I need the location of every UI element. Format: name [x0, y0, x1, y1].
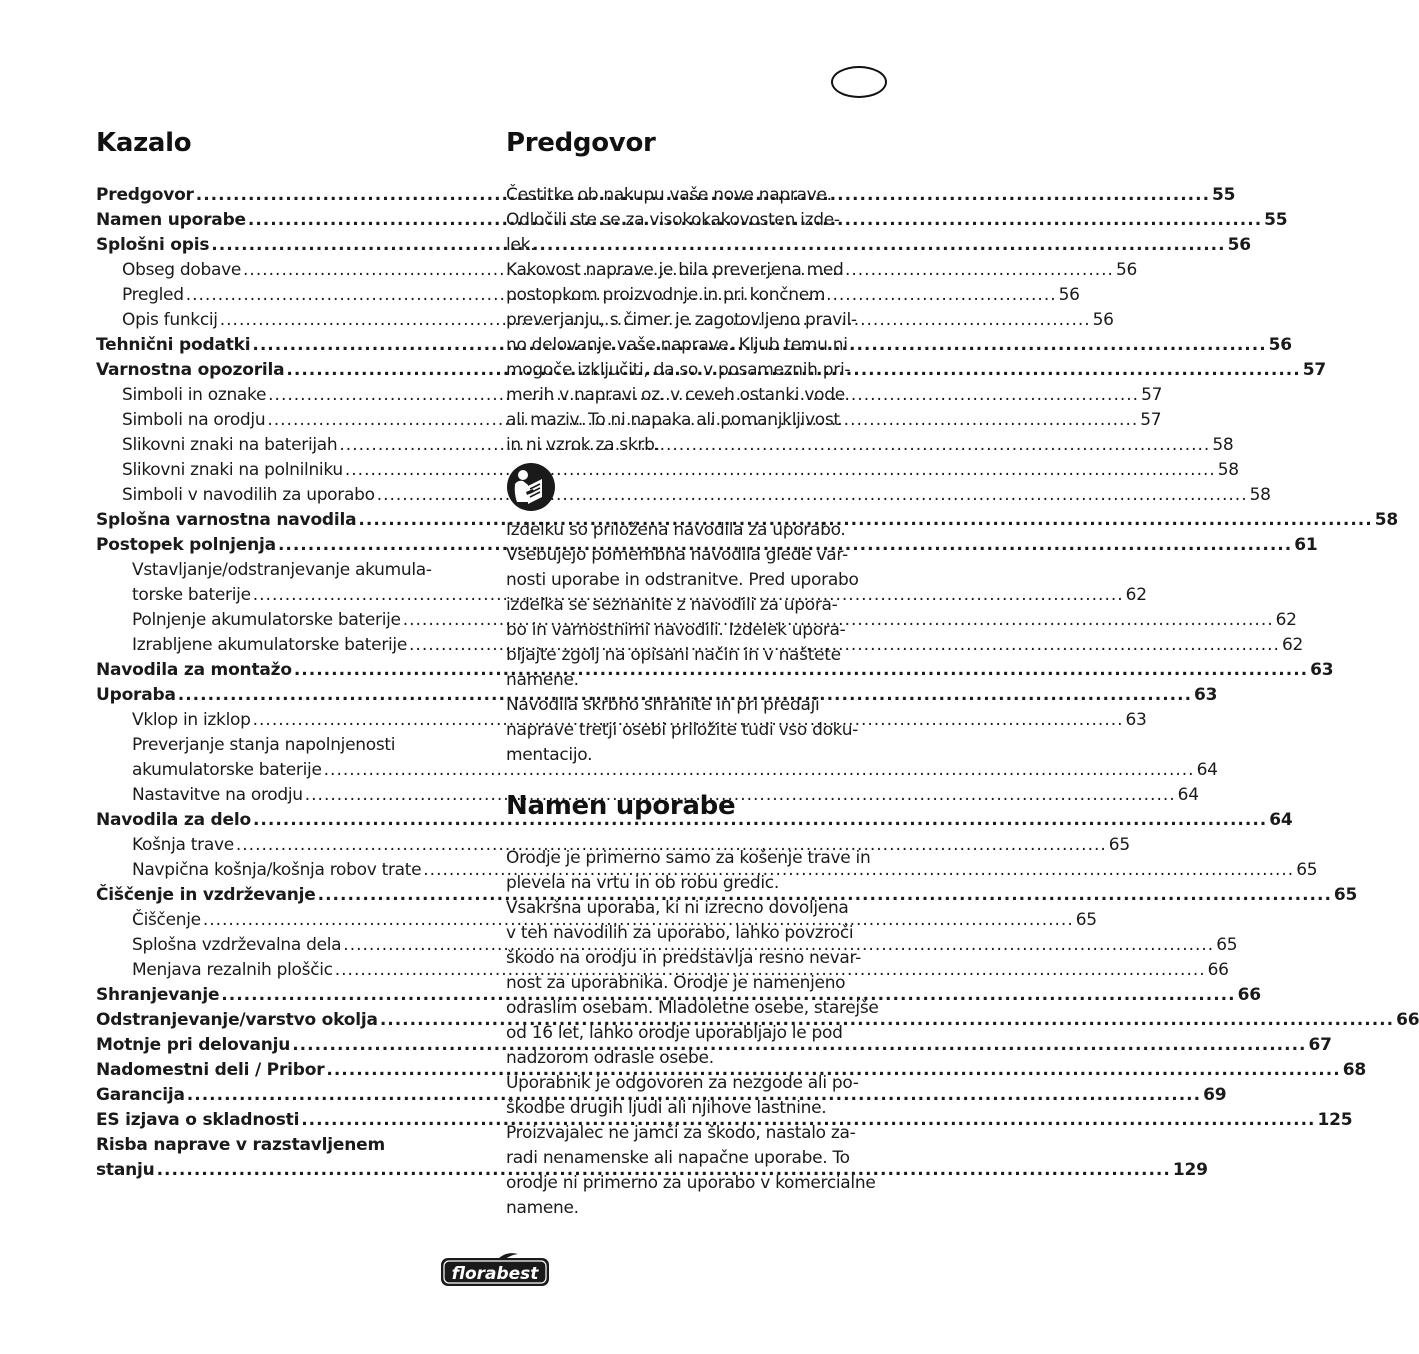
toc-entry-title: Slikovni znaki na baterijah — [122, 435, 338, 455]
toc-entry-title: torske baterije — [132, 585, 251, 605]
text-line: Vsebujejo pomembna navodila glede var- — [506, 545, 848, 565]
toc-entry-page: 69 — [1203, 1085, 1227, 1105]
toc-entry-page: 56 — [1115, 260, 1137, 280]
toc-entry — [96, 1133, 476, 1158]
toc-entry-title: Menjava rezalnih ploščic — [132, 960, 333, 980]
toc-entry-title: Splošna varnostna navodila — [96, 510, 357, 530]
toc-entry-page: 65 — [1333, 885, 1358, 905]
text-line: nost za uporabnika. Orodje je namenjeno — [506, 973, 846, 993]
toc-entry — [96, 483, 1271, 508]
toc-entry-title: Slikovni znaki na polnilniku — [122, 460, 343, 480]
text-line: Navodila skrbno shranite in pri predaji — [506, 695, 820, 715]
toc-entry-title: Garancija — [96, 1085, 185, 1105]
toc-entry-page: 65 — [1075, 910, 1097, 930]
toc-entry-page: 63 — [1310, 660, 1334, 680]
text-line: postopkom proizvodnje in pri končnem — [506, 285, 826, 305]
text-line: izdelka se seznanite z navodili za upora- — [506, 595, 838, 615]
text-line: Kakovost naprave je bila preverjena med — [506, 260, 844, 280]
text-line: Vsakršna uporaba, ki ni izrecno dovoljena — [506, 898, 849, 918]
text-line: no delovanje vaše naprave. Kljub temu ni — [506, 335, 848, 355]
toc-entry-title: ES izjava o skladnosti — [96, 1110, 300, 1130]
text-line: bljajte zgolj na opisani način in v naštete — [506, 645, 841, 665]
text-line: škodbe drugih ljudi ali njihove lastnine. — [506, 1098, 827, 1118]
toc-entry-title: Simboli in oznake — [122, 385, 267, 405]
toc-entry — [96, 458, 1239, 483]
text-line: Izdelku so priložena navodila za uporabo. — [506, 520, 846, 540]
toc-entry-title: Preverjanje stanja napolnjenosti — [132, 735, 396, 755]
text-line: lek. — [506, 235, 536, 255]
toc-entry-title: Nastavitve na orodju — [132, 785, 303, 805]
toc-entry-title: Nadomestni deli / Pribor — [96, 1060, 325, 1080]
purpose-text — [506, 846, 892, 1221]
toc-entry-page: 62 — [1281, 635, 1303, 655]
toc-entry-page: 58 — [1212, 435, 1234, 455]
toc-entry-title: Košnja trave — [132, 835, 234, 855]
toc-entry-title: Varnostna opozorila — [96, 360, 285, 380]
language-marker-oval — [831, 66, 887, 98]
toc-heading: Kazalo — [96, 128, 192, 158]
toc-entry-page: 129 — [1172, 1160, 1208, 1180]
toc-entry-title: stanju — [96, 1160, 155, 1180]
toc-entry-page: 56 — [1268, 335, 1292, 355]
toc-entry-page: 58 — [1374, 510, 1398, 530]
toc-entry-page: 56 — [1227, 235, 1251, 255]
text-line: merih v napravi oz. v ceveh ostanki vode — [506, 385, 845, 405]
toc-entry-page: 62 — [1125, 585, 1147, 605]
text-line: orodje ni primerno za uporabo v komercialne — [506, 1173, 876, 1193]
text-line: mentacijo. — [506, 745, 593, 765]
purpose-heading: Namen uporabe — [506, 791, 736, 821]
preface-heading: Predgovor — [506, 128, 656, 158]
toc-entry-title: Izrabljene akumulatorske baterije — [132, 635, 408, 655]
content-column — [506, 125, 892, 1221]
text-line: naprave tretji osebi priložite tudi vso doku- — [506, 720, 859, 740]
toc-entry-title: Simboli na orodju — [122, 410, 266, 430]
text-line: Orodje je primerno samo za košenje trave in — [506, 848, 871, 868]
text-line: nosti uporabe in odstranitve. Pred uporabo — [506, 570, 859, 590]
toc-entry-page: 58 — [1217, 460, 1239, 480]
toc-entry-page: 57 — [1302, 360, 1326, 380]
read-manual-icon — [506, 462, 556, 512]
toc-entry-page: 68 — [1342, 1060, 1366, 1080]
toc-entry-title: Postopek polnjenja — [96, 535, 276, 555]
text-line: namene. — [506, 670, 579, 690]
toc-entry-page: 65 — [1216, 935, 1238, 955]
toc-entry-title: Namen uporabe — [96, 210, 246, 230]
preface-text — [506, 183, 892, 458]
text-line: namene. — [506, 1198, 579, 1218]
text-line: v teh navodilih za uporabo, lahko povzroči — [506, 923, 854, 943]
text-line: plevela na vrtu in ob robu gredic. — [506, 873, 779, 893]
toc-entry-title: Polnjenje akumulatorske baterije — [132, 610, 401, 630]
toc-entry-page: 61 — [1294, 535, 1318, 555]
toc-entry-title: Predgovor — [96, 185, 194, 205]
toc-entry-page: 57 — [1140, 410, 1162, 430]
toc-entry-title: Shranjevanje — [96, 985, 220, 1005]
toc-entry-title: Motnje pri delovanju — [96, 1035, 291, 1055]
toc-entry-page: 55 — [1212, 185, 1236, 205]
toc-entry-title: akumulatorske baterije — [132, 760, 322, 780]
toc-entry-title: Uporaba — [96, 685, 176, 705]
toc-entry-page: 64 — [1177, 785, 1199, 805]
toc-entry — [96, 758, 1218, 783]
toc-entry-title: Čiščenje in vzdrževanje — [96, 885, 316, 905]
toc-entry-title: Navodila za montažo — [96, 660, 292, 680]
toc-entry-page: 55 — [1264, 210, 1288, 230]
text-line: radi nenamenske ali napačne uporabe. To — [506, 1148, 850, 1168]
toc-entry-page: 58 — [1249, 485, 1271, 505]
toc-entry-title: Tehnični podatki — [96, 335, 251, 355]
text-line: ali maziv. To ni napaka ali pomanjkljivost — [506, 410, 840, 430]
text-line: odraslim osebam. Mladoletne osebe, starejše — [506, 998, 879, 1018]
toc-entry-page: 66 — [1207, 960, 1229, 980]
manual-notice-text — [506, 518, 892, 768]
toc-entry-page: 56 — [1058, 285, 1080, 305]
toc-entry-page: 56 — [1092, 310, 1114, 330]
text-line: mogoče izključiti, da so v posameznih pri- — [506, 360, 851, 380]
text-line: škodo na orodju in predstavlja resno nevar- — [506, 948, 861, 968]
toc-entry-title: Čiščenje — [132, 910, 201, 930]
text-line: Čestitke ob nakupu vaše nove naprave. — [506, 185, 832, 205]
toc-entry-title: Opis funkcij — [122, 310, 218, 330]
toc-entry — [96, 808, 1293, 833]
text-line: Uporabnik je odgovoren za nezgode ali po- — [506, 1073, 859, 1093]
toc-entry-title: Navodila za delo — [96, 810, 251, 830]
text-line: od 16 let, lahko orodje uporabljajo le pod — [506, 1023, 843, 1043]
toc-entry-page: 65 — [1296, 860, 1318, 880]
text-line: bo in varnostnimi navodili. Izdelek upora- — [506, 620, 846, 640]
toc-entry-page: 66 — [1237, 985, 1261, 1005]
text-line: in ni vzrok za skrb. — [506, 435, 660, 455]
toc-entry-title: Obseg dobave — [122, 260, 242, 280]
toc-entry-page: 66 — [1396, 1010, 1419, 1030]
toc-entry-page: 125 — [1317, 1110, 1353, 1130]
toc-entry-title: Splošna vzdrževalna dela — [132, 935, 342, 955]
logo-text: florabest — [451, 1264, 539, 1284]
toc-entry-page: 64 — [1196, 760, 1218, 780]
toc-entry-page: 65 — [1108, 835, 1130, 855]
toc-entry-page: 57 — [1141, 385, 1163, 405]
toc-entry-title: Pregled — [122, 285, 184, 305]
toc-entry — [96, 733, 476, 758]
toc-entry-page: 64 — [1269, 810, 1293, 830]
toc-entry — [96, 558, 476, 583]
text-line: preverjanju, s čimer je zagotovljeno pravil- — [506, 310, 857, 330]
toc-entry-title: Navpična košnja/košnja robov trate — [132, 860, 422, 880]
toc-entry-page: 67 — [1308, 1035, 1332, 1055]
text-line: nadzorom odrasle osebe. — [506, 1048, 714, 1068]
toc-entry-page: 63 — [1194, 685, 1218, 705]
florabest-logo — [438, 1250, 552, 1290]
toc-entry-title: Vklop in izklop — [132, 710, 251, 730]
toc-entry-title: Splošni opis — [96, 235, 210, 255]
text-line: Odločili ste se za visokokakovosten izde- — [506, 210, 840, 230]
toc-entry-title: Risba naprave v razstavljenem — [96, 1135, 386, 1155]
toc-entry-page: 63 — [1125, 710, 1147, 730]
toc-entry-page: 62 — [1275, 610, 1297, 630]
toc-entry-title: Simboli v navodilih za uporabo — [122, 485, 375, 505]
toc-entry-title: Vstavljanje/odstranjevanje akumula- — [132, 560, 432, 580]
toc-entry-title: Odstranjevanje/varstvo okolja — [96, 1010, 378, 1030]
text-line: Proizvajalec ne jamči za škodo, nastalo za- — [506, 1123, 856, 1143]
